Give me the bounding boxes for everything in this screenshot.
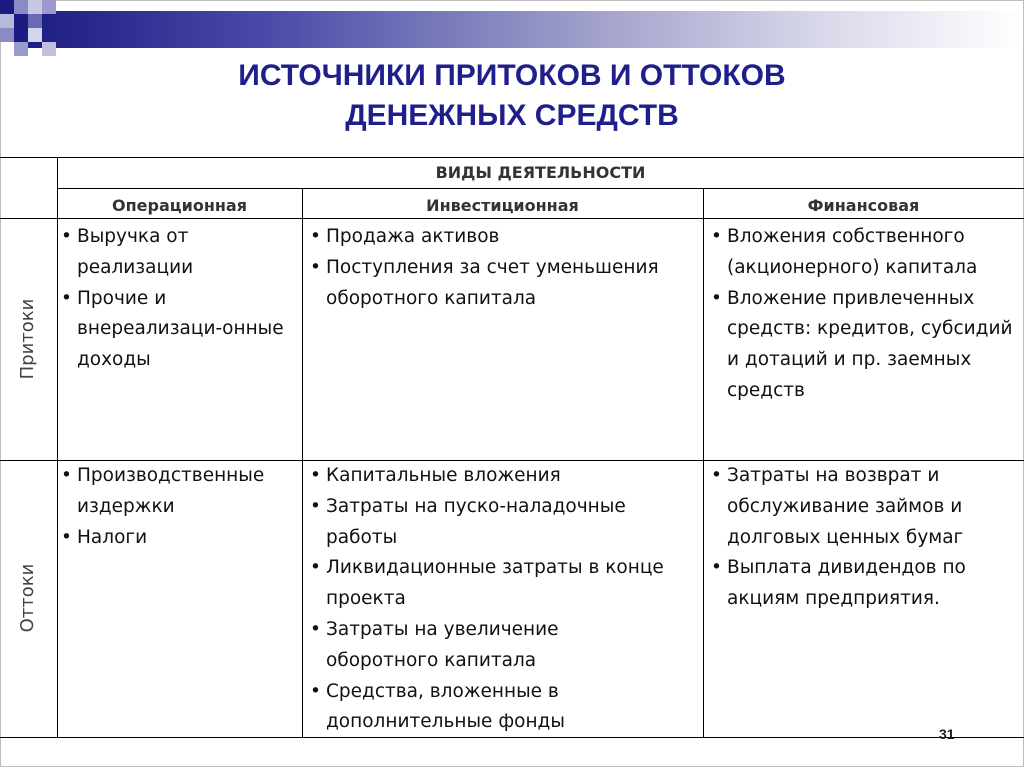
title-line-1: ИСТОЧНИКИ ПРИТОКОВ И ОТТОКОВ [238,59,786,92]
header-gradient-bar [14,11,1022,48]
list-item: • Налоги [61,523,299,554]
table-rule [57,188,1024,189]
table-rule [703,188,704,737]
table-border-top [0,157,1024,158]
decor-square [14,0,28,14]
list-item: • Средства, вложенные в дополнительные фонды [310,677,670,739]
row-label-outflows: Оттоки [17,563,38,633]
list-item: • Вложение привлеченных средств: кредитов, субсидий и дотаций и пр. заемных средств [711,284,1017,407]
table-rule [302,188,303,737]
decor-square [28,14,42,28]
list-item: • Продажа активов [310,222,702,253]
list-item: • Выручка от реализации [61,222,299,284]
row-label-inflows: Притоки [17,298,38,380]
decor-square [28,0,42,14]
cell-outflow-financial [711,461,1017,615]
cell-inflow-financial [711,222,1017,407]
decor-square [42,42,56,56]
table-rule [0,218,1024,219]
list-item: • Выплата дивидендов по акциям предприятия. [711,553,1017,615]
list-item: • Прочие и внереализаци-онные доходы [61,284,299,376]
title-line-2: ДЕНЕЖНЫХ СРЕДСТВ [345,99,679,132]
cell-inflow-operational [61,222,299,376]
list-item: • Поступления за счет уменьшения оборотного капитала [310,253,702,315]
decor-square [0,0,14,14]
column-header-financial: Финансовая [807,196,920,215]
slide-title [0,56,1024,136]
column-header-investment: Инвестиционная [426,196,579,215]
decor-square [14,14,28,28]
list-item: • Производственные издержки [61,461,299,523]
decor-square [0,28,14,42]
list-item: • Вложения собственного (акционерного) капитала [711,222,1017,284]
page-number: 31 [939,726,955,742]
cell-inflow-investment [310,222,702,314]
decor-square [14,42,28,56]
cell-outflow-investment [310,461,670,738]
table-rule [57,157,58,737]
decor-square [28,28,42,42]
list-item: • Затраты на возврат и обслуживание займов и долговых ценных бумаг [711,461,1017,553]
list-item: • Затраты на увеличение оборотного капитала [310,615,670,677]
list-item: • Капитальные вложения [310,461,670,492]
list-item: • Ликвидационные затраты в конце проекта [310,553,670,615]
column-header-operational: Операционная [112,196,247,215]
list-item: • Затраты на пуско-наладочные работы [310,492,670,554]
cell-outflow-operational [61,461,299,553]
decor-square [0,14,14,28]
group-header: ВИДЫ ДЕЯТЕЛЬНОСТИ [435,163,646,182]
decor-square [42,0,56,14]
